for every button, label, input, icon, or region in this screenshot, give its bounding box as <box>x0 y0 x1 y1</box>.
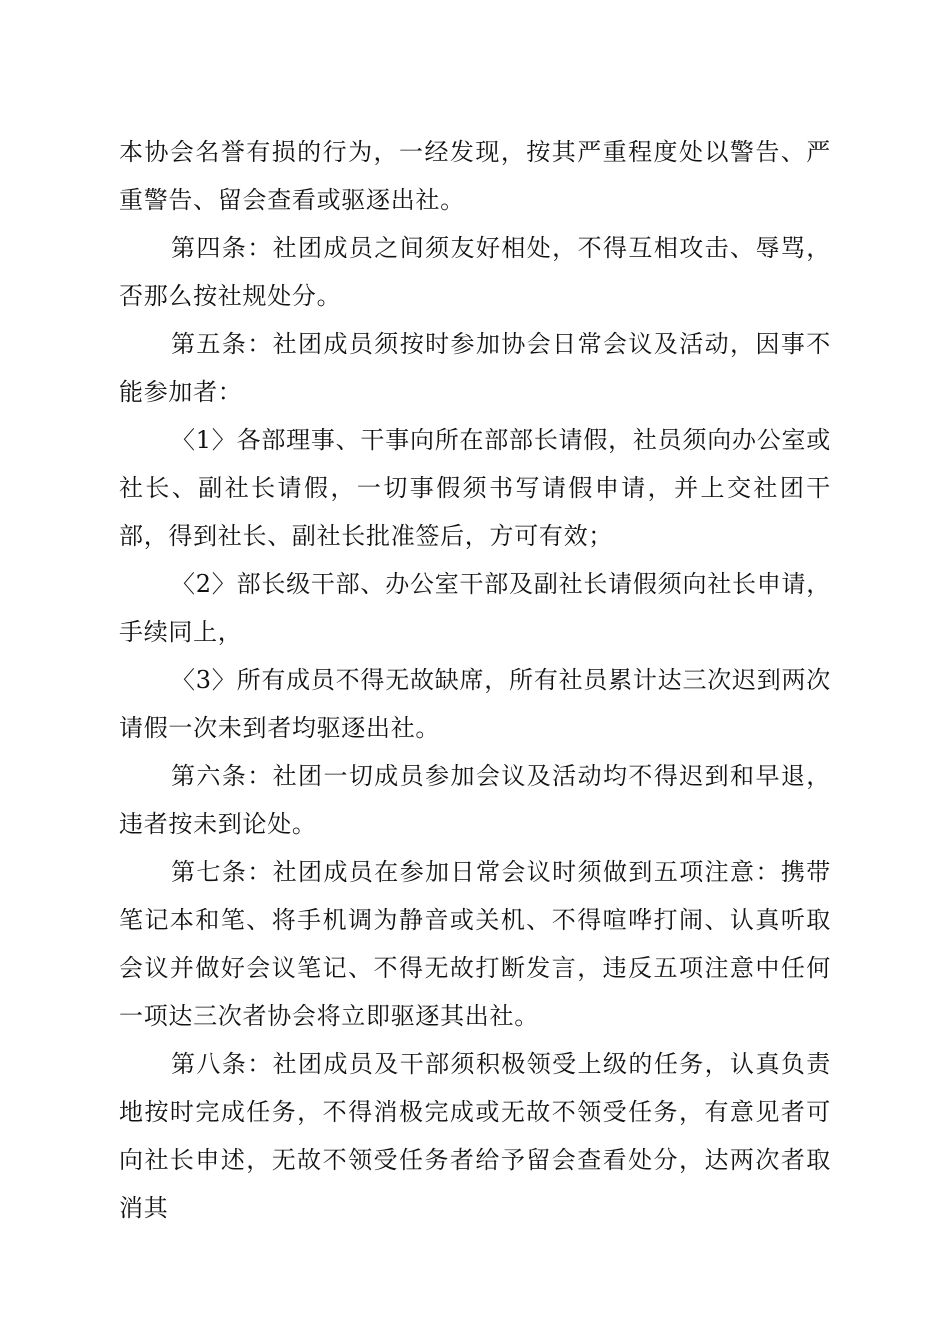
paragraph-article-6: 第六条：社团一切成员参加会议及活动均不得迟到和早退，违者按未到论处。 <box>119 762 831 838</box>
paragraph-item-2: 〈2〉部长级干部、办公室干部及副社长请假须向社长申请，手续同上， <box>119 570 831 646</box>
paragraph-item-3: 〈3〉所有成员不得无故缺席，所有社员累计达三次迟到两次请假一次未到者均驱逐出社。 <box>119 666 831 742</box>
paragraph-continuation: 本协会名誉有损的行为，一经发现，按其严重程度处以警告、严重警告、留会查看或驱逐出社。 <box>119 138 831 214</box>
paragraph-article-8: 第八条：社团成员及干部须积极领受上级的任务，认真负责地按时完成任务，不得消极完成或无故不领受任务，有意见者可向社长申述，无故不领受任务者给予留会查看处分，达两次者取消其 <box>119 1050 831 1222</box>
paragraph-article-5: 第五条：社团成员须按时参加协会日常会议及活动，因事不能参加者： <box>119 330 831 406</box>
paragraph-article-4: 第四条：社团成员之间须友好相处，不得互相攻击、辱骂，否那么按社规处分。 <box>119 234 831 310</box>
document-body <box>119 128 831 1232</box>
paragraph-item-1: 〈1〉各部理事、干事向所在部部长请假，社员须向办公室或社长、副社长请假，一切事假须书写请假申请，并上交社团干部，得到社长、副社长批准签后，方可有效； <box>119 426 831 550</box>
paragraph-article-7: 第七条：社团成员在参加日常会议时须做到五项注意：携带笔记本和笔、将手机调为静音或关机、不得喧哗打闹、认真听取会议并做好会议笔记、不得无故打断发言，违反五项注意中任何一项达三次者协会将立即驱逐其出社。 <box>119 858 831 1030</box>
